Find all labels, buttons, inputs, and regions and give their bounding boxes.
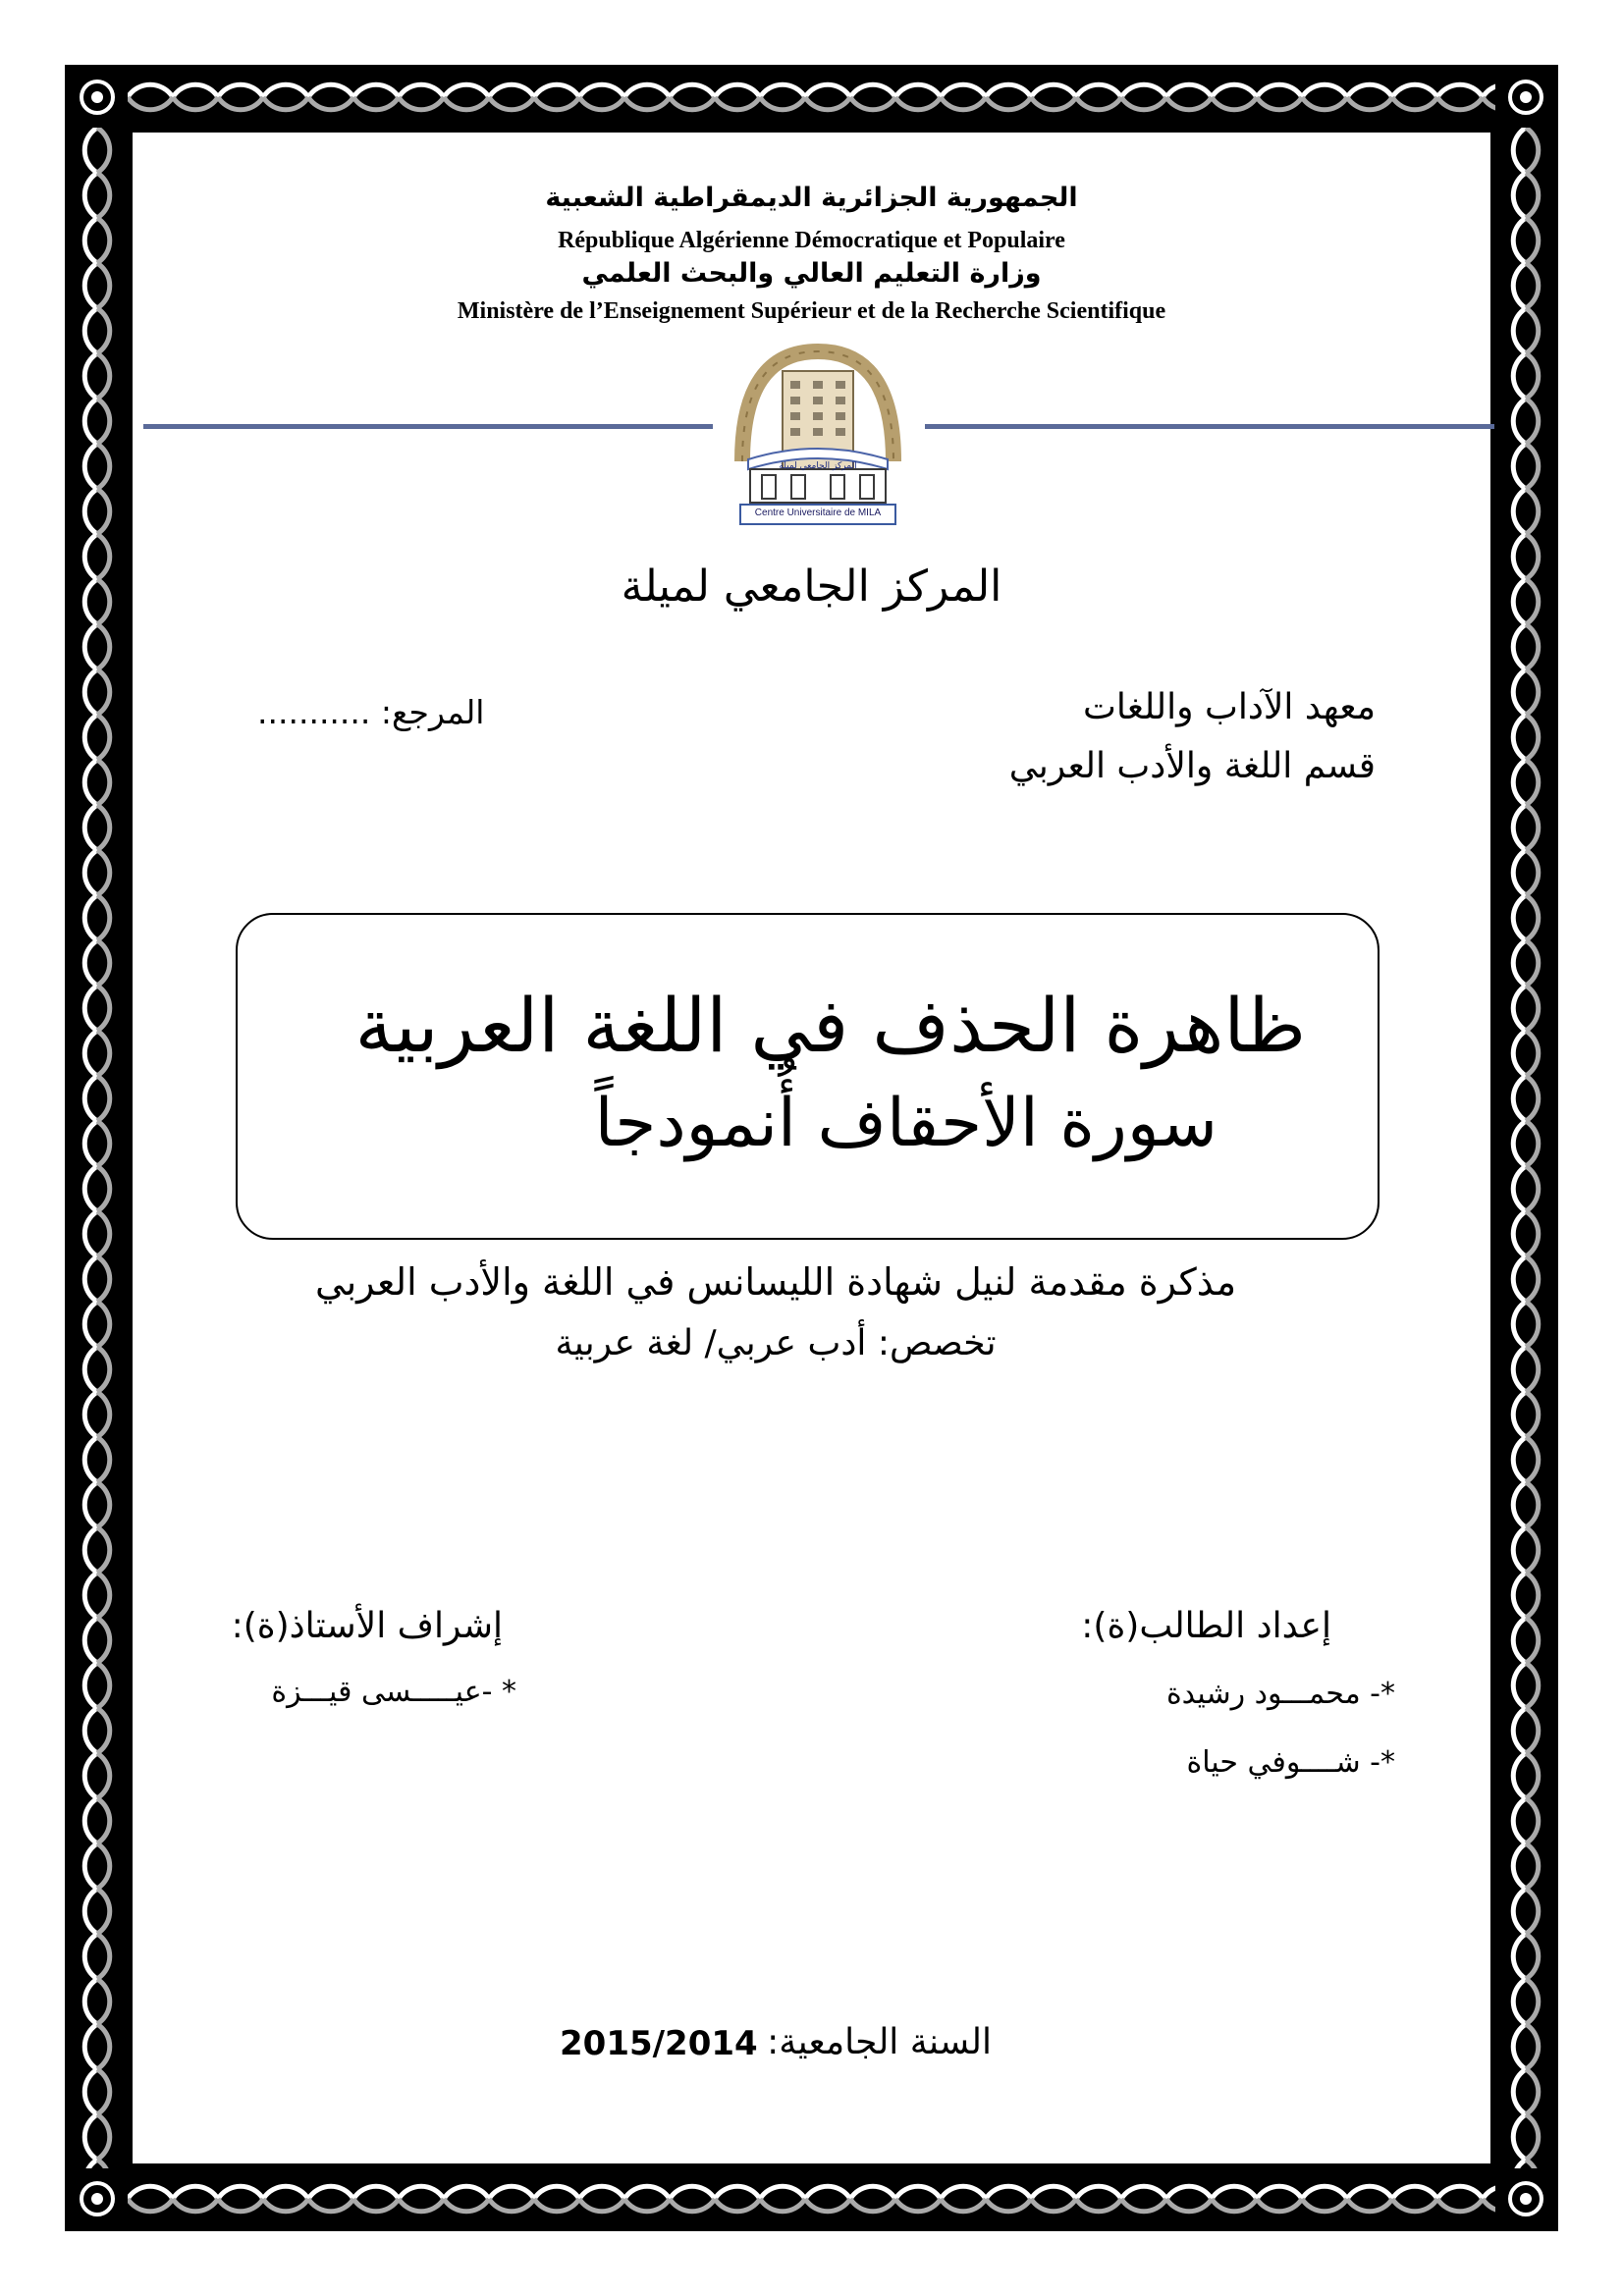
academic-year-value: 2015/2014 <box>560 2024 758 2063</box>
students-label: إعداد الطالب(ة): <box>1081 1606 1331 1646</box>
academic-year-label: السنة الجامعية: <box>767 2022 992 2062</box>
corner-ornament-icon <box>1501 2174 1550 2223</box>
specialty: تخصص: أدب عربي/ لغة عربية <box>555 1323 997 1363</box>
student-name-2: *- شــــوفي حياة <box>1186 1745 1395 1780</box>
supervisor-name: * -عيـــــسى قيـــزة <box>271 1675 516 1709</box>
thesis-title-line2: سورة الأحقاف أُنمودجاً <box>594 1085 1217 1162</box>
border-braid-bottom <box>128 2174 1495 2223</box>
title-box <box>236 913 1380 1240</box>
logo-banner-text: المركز الجامعي لميلة <box>779 461 857 471</box>
header-rule-left <box>143 424 713 429</box>
header-ministry-ar: ﻭﺯﺍﺭﺓ ﺍﻟﺘﻌﻠﻴﻢ ﺍﻟﻌﺎﻟﻲ ﻭﺍﻟﺒﺤﺚ ﺍﻟﻌﻠﻤﻲ <box>581 258 1042 289</box>
border-braid-top <box>128 73 1495 122</box>
department-name: قسم اللغة والأدب العربي <box>1008 746 1376 786</box>
reference-field: المرجع: ........... <box>257 693 485 731</box>
border-braid-right <box>1501 128 1550 2168</box>
institute-name: معهد الآداب واللغات <box>1083 687 1376 727</box>
supervisor-label: إشراف الأستاذ(ة): <box>231 1606 503 1646</box>
center-name: المركز الجامعي لميلة <box>621 561 1002 612</box>
corner-ornament-icon <box>73 2174 122 2223</box>
university-building-logo-icon <box>729 344 907 528</box>
student-name-1: *- محمـــود رشيدة <box>1165 1677 1395 1711</box>
logo-caption: Centre Universitaire de MILA <box>754 507 882 518</box>
border-braid-left <box>73 128 122 2168</box>
thesis-title-line1: ظاهرة الحذف في اللغة العربية <box>354 982 1306 1069</box>
degree-statement: مذكرة مقدمة لنيل شهادة الليسانس في اللغة والأدب العربي <box>314 1260 1237 1304</box>
header-ministry-fr: Ministère de l’Enseignement Supérieur et de la Recherche Scientifique <box>457 298 1166 324</box>
header-republic-fr: République Algérienne Démocratique et Populaire <box>558 228 1065 253</box>
corner-ornament-icon <box>1501 73 1550 122</box>
header-rule-right <box>925 424 1494 429</box>
corner-ornament-icon <box>73 73 122 122</box>
header-republic-ar: ﺍﻟﺠﻤﻬﻮﺭﻳﺔ ﺍﻟﺠﺰﺍﺋﺮﻳﺔ ﺍﻟﺪﻳﻤﻘﺮﺍﻃﻴﺔ ﺍﻟﺸﻌﺒﻴﺔ <box>545 183 1078 213</box>
